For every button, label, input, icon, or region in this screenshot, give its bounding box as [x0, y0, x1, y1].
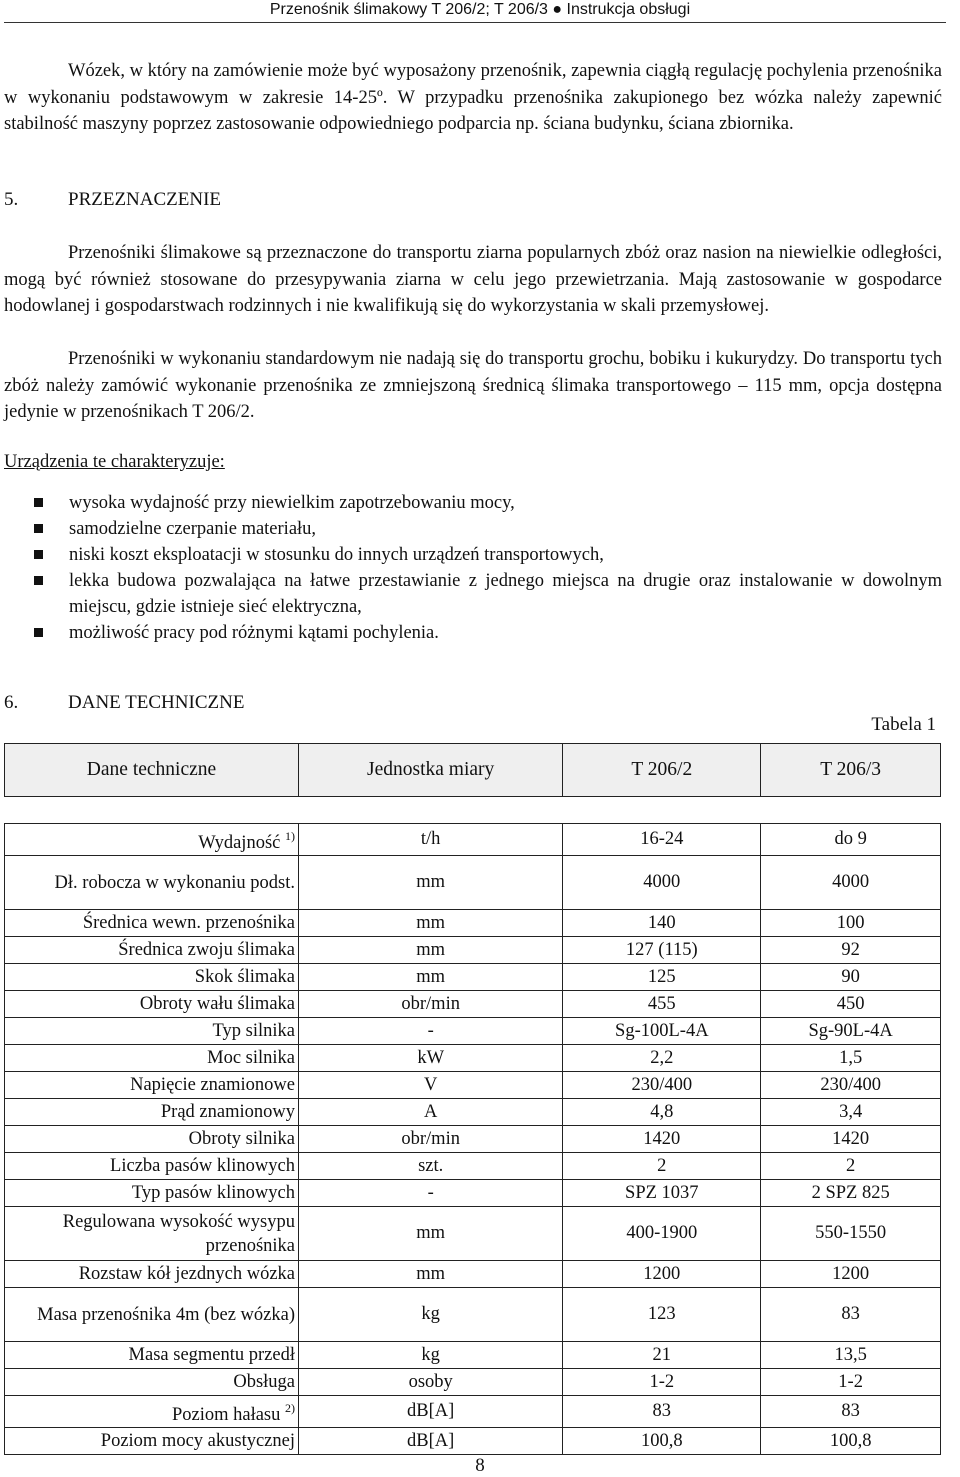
unit-cell: -	[299, 1180, 563, 1207]
table-row	[5, 1207, 941, 1261]
t2062-cell: 21	[563, 1342, 761, 1369]
table-row	[5, 991, 941, 1018]
square-bullet-icon	[34, 498, 43, 507]
footnote-marker: 2)	[285, 1401, 295, 1415]
features-list	[4, 490, 942, 646]
param-cell: Obroty silnika	[5, 1126, 299, 1153]
t2063-cell: 100	[761, 910, 941, 937]
table-row	[5, 824, 941, 856]
param-cell: Skok ślimaka	[5, 964, 299, 991]
section-5-heading	[4, 189, 221, 211]
param-cell: Liczba pasów klinowych	[5, 1153, 299, 1180]
footnote-marker: 1)	[285, 829, 295, 843]
table-row	[5, 1180, 941, 1207]
t2063-cell: 230/400	[761, 1072, 941, 1099]
t2063-cell: 3,4	[761, 1099, 941, 1126]
column-header: T 206/3	[761, 744, 941, 797]
t2063-cell: 83	[761, 1396, 941, 1428]
unit-cell: dB[A]	[299, 1396, 563, 1428]
square-bullet-icon	[34, 576, 43, 585]
param-cell: Średnica wewn. przenośnika	[5, 910, 299, 937]
t2063-cell: 450	[761, 991, 941, 1018]
table-row	[5, 856, 941, 910]
table-row	[5, 1261, 941, 1288]
param-cell: Typ pasów klinowych	[5, 1180, 299, 1207]
unit-cell: mm	[299, 964, 563, 991]
table-row	[5, 1396, 941, 1428]
unit-cell: mm	[299, 937, 563, 964]
unit-cell: kW	[299, 1045, 563, 1072]
page-header: Przenośnik ślimakowy T 206/2; T 206/3 ● Instrukcja obsługi	[269, 1, 691, 18]
unit-cell: kg	[299, 1342, 563, 1369]
table-row	[5, 937, 941, 964]
t2063-cell: Sg-90L-4A	[761, 1018, 941, 1045]
unit-cell: obr/min	[299, 1126, 563, 1153]
t2063-cell: 4000	[761, 856, 941, 910]
features-title: Urządzenia te charakteryzuje:	[4, 452, 225, 472]
column-header: Dane techniczne	[5, 744, 299, 797]
param-cell: Poziom mocy akustycznej	[5, 1428, 299, 1455]
t2062-cell: 83	[563, 1396, 761, 1428]
technical-data-table	[4, 743, 941, 1455]
t2062-cell: 230/400	[563, 1072, 761, 1099]
t2062-cell: 2	[563, 1153, 761, 1180]
table-row	[5, 1153, 941, 1180]
param-cell: Wydajność $^{1)}$	[5, 824, 299, 856]
param-cell: Poziom hałasu $^{2)}$	[5, 1396, 299, 1428]
t2062-cell: 2,2	[563, 1045, 761, 1072]
param-cell: Obroty wału ślimaka	[5, 991, 299, 1018]
table-row	[5, 1342, 941, 1369]
purpose-paragraph-2: Przenośniki w wykonaniu standardowym nie nadają się do transportu grochu, bobiku i kukurydzy. Do transportu tych zbóż należy zamówić wykonanie przenośnika ze zmniejszoną średnicą ślimaka transportowego – 115 mm, opcja dostępna jedynie w przenośnikach T 206/2.	[4, 349, 942, 422]
param-cell: Dł. robocza w wykonaniu podst.	[5, 856, 299, 910]
list-item: lekka budowa pozwalająca na łatwe przestawianie z jednego miejsca na drugie oraz instalowanie w dowolnym miejscu, gdzie istnieje sieć elektryczna,	[4, 568, 942, 620]
param-cell: Napięcie znamionowe	[5, 1072, 299, 1099]
unit-cell: mm	[299, 1261, 563, 1288]
t2063-cell: 1200	[761, 1261, 941, 1288]
unit-cell: t/h	[299, 824, 563, 856]
t2062-cell: 16-24	[563, 824, 761, 856]
t2062-cell: 455	[563, 991, 761, 1018]
list-item: niski koszt eksploatacji w stosunku do innych urządzeń transportowych,	[4, 542, 942, 568]
param-cell: Regulowana wysokość wysypu przenośnika	[5, 1207, 299, 1261]
t2063-cell: 2	[761, 1153, 941, 1180]
unit-cell: obr/min	[299, 991, 563, 1018]
table-row	[5, 1018, 941, 1045]
param-cell: Prąd znamionowy	[5, 1099, 299, 1126]
column-header: Jednostka miary	[299, 744, 563, 797]
t2062-cell: SPZ 1037	[563, 1180, 761, 1207]
table-row	[5, 1369, 941, 1396]
square-bullet-icon	[34, 550, 43, 559]
intro-paragraph: Wózek, w który na zamówienie może być wyposażony przenośnik, zapewnia ciągłą regulację pochylenia przenośnika w wykonaniu podstawowym w zakresie 14-25º. W przypadku przenośnika zakupionego bez wózka należy zapewnić stabilność maszyny poprzez zastosowanie odpowiedniego podparcia np. ściana budynku, ściana zbiornika.	[4, 61, 942, 134]
t2063-cell: 92	[761, 937, 941, 964]
param-cell: Typ silnika	[5, 1018, 299, 1045]
unit-cell: mm	[299, 1207, 563, 1261]
t2063-cell: 1,5	[761, 1045, 941, 1072]
t2063-cell: 1420	[761, 1126, 941, 1153]
table-row	[5, 910, 941, 937]
table-caption: Tabela 1	[871, 714, 936, 735]
t2063-cell: 1-2	[761, 1369, 941, 1396]
t2063-cell: do 9	[761, 824, 941, 856]
table-row	[5, 1072, 941, 1099]
t2062-cell: 125	[563, 964, 761, 991]
t2062-cell: Sg-100L-4A	[563, 1018, 761, 1045]
table-row	[5, 1428, 941, 1455]
t2062-cell: 123	[563, 1288, 761, 1342]
t2063-cell: 90	[761, 964, 941, 991]
param-cell: Obsługa	[5, 1369, 299, 1396]
param-cell: Masa przenośnika 4m (bez wózka)	[5, 1288, 299, 1342]
t2062-cell: 4000	[563, 856, 761, 910]
table-row	[5, 964, 941, 991]
table-row	[5, 1288, 941, 1342]
param-cell: Rozstaw kół jezdnych wózka	[5, 1261, 299, 1288]
t2063-cell: 550-1550	[761, 1207, 941, 1261]
t2062-cell: 1-2	[563, 1369, 761, 1396]
unit-cell: szt.	[299, 1153, 563, 1180]
unit-cell: mm	[299, 910, 563, 937]
section-5-number: 5.	[4, 189, 19, 210]
t2063-cell: 83	[761, 1288, 941, 1342]
t2062-cell: 1200	[563, 1261, 761, 1288]
param-cell: Moc silnika	[5, 1045, 299, 1072]
section-6-title: DANE TECHNICZNE	[68, 692, 245, 713]
header-divider	[4, 22, 946, 23]
t2063-cell: 2 SPZ 825	[761, 1180, 941, 1207]
t2063-cell: 13,5	[761, 1342, 941, 1369]
unit-cell: dB[A]	[299, 1428, 563, 1455]
column-header: T 206/2	[563, 744, 761, 797]
list-item: możliwość pracy pod różnymi kątami pochylenia.	[4, 620, 942, 646]
t2062-cell: 400-1900	[563, 1207, 761, 1261]
unit-cell: A	[299, 1099, 563, 1126]
purpose-paragraph-1: Przenośniki ślimakowe są przeznaczone do transportu ziarna popularnych zbóż oraz nasion na niewielkie odległości, mogą być również stosowane do przesypywania ziarna w celu jego przewietrzania. Mają zastosowanie w gospodarce hodowlanej i gospodarstwach rodzinnych i nie kwalifikują się do wykorzystania w skali przemysłowej.	[4, 243, 942, 316]
page-number: 8	[475, 1455, 485, 1476]
table-row	[5, 1126, 941, 1153]
t2062-cell: 140	[563, 910, 761, 937]
table-spacer	[5, 797, 941, 824]
t2063-cell: 100,8	[761, 1428, 941, 1455]
square-bullet-icon	[34, 524, 43, 533]
section-6-number: 6.	[4, 692, 19, 713]
table-row	[5, 1045, 941, 1072]
param-cell: Masa segmentu przedł	[5, 1342, 299, 1369]
unit-cell: osoby	[299, 1369, 563, 1396]
list-item: wysoka wydajność przy niewielkim zapotrzebowaniu mocy,	[4, 490, 942, 516]
unit-cell: -	[299, 1018, 563, 1045]
section-6-heading	[4, 692, 244, 714]
t2062-cell: 100,8	[563, 1428, 761, 1455]
unit-cell: V	[299, 1072, 563, 1099]
t2062-cell: 4,8	[563, 1099, 761, 1126]
table-row	[5, 1099, 941, 1126]
param-cell: Średnica zwoju ślimaka	[5, 937, 299, 964]
unit-cell: mm	[299, 856, 563, 910]
t2062-cell: 1420	[563, 1126, 761, 1153]
section-5-title: PRZEZNACZENIE	[68, 189, 222, 210]
t2062-cell: 127 (115)	[563, 937, 761, 964]
square-bullet-icon	[34, 628, 43, 637]
list-item: samodzielne czerpanie materiału,	[4, 516, 942, 542]
unit-cell: kg	[299, 1288, 563, 1342]
